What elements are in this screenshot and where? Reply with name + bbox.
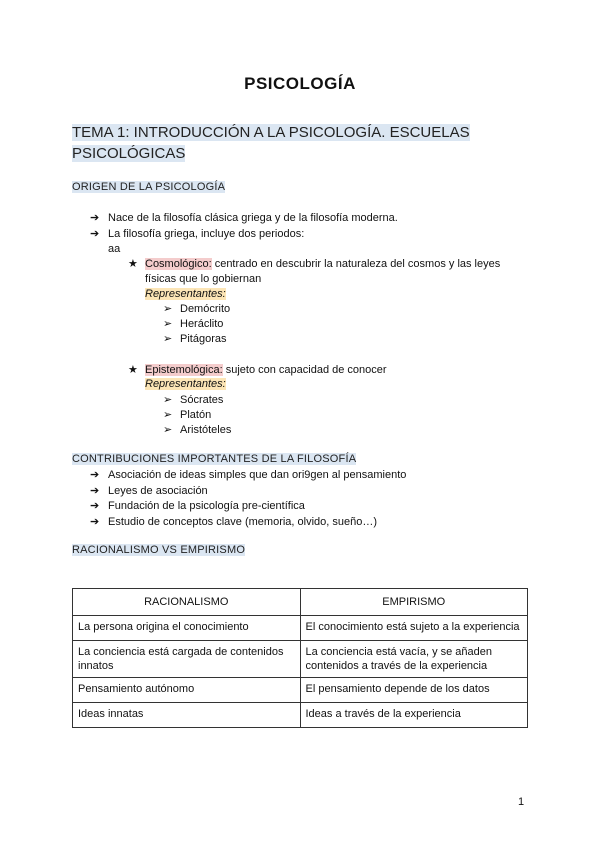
arrow-icon: ➔ xyxy=(90,469,100,481)
star-icon: ★ xyxy=(128,364,138,376)
arrow-icon: ➔ xyxy=(90,228,100,240)
representante: Sócrates xyxy=(180,394,224,406)
table-cell: La conciencia está cargada de contenidos innatos xyxy=(73,641,301,678)
arrowhead-icon: ➢ xyxy=(163,303,173,315)
epistemologico-line: Epistemológica: sujeto con capacidad de conocer xyxy=(145,364,387,376)
representante: Heráclito xyxy=(180,318,224,330)
representante: Aristóteles xyxy=(180,424,232,436)
column-header: RACIONALISMO xyxy=(73,589,301,616)
table-cell: Ideas innatas xyxy=(73,703,301,728)
star-icon: ★ xyxy=(128,258,138,270)
column-header: EMPIRISMO xyxy=(300,589,528,616)
table-cell: Ideas a través de la experiencia xyxy=(300,703,528,728)
list-item-extra: aa xyxy=(108,243,121,255)
table-cell: El conocimiento está sujeto a la experiencia xyxy=(300,616,528,641)
arrowhead-icon: ➢ xyxy=(163,333,173,345)
table-header-row xyxy=(73,589,528,616)
list-item: Nace de la filosofía clásica griega y de la filosofía moderna. xyxy=(108,212,398,224)
arrow-icon: ➔ xyxy=(90,485,100,497)
arrowhead-icon: ➢ xyxy=(163,409,173,421)
representante: Pitágoras xyxy=(180,333,227,345)
arrow-icon: ➔ xyxy=(90,500,100,512)
table-cell: La conciencia está vacía, y se añaden contenidos a través de la experiencia xyxy=(300,641,528,678)
arrowhead-icon: ➢ xyxy=(163,318,173,330)
arrowhead-icon: ➢ xyxy=(163,424,173,436)
table-cell: Pensamiento autónomo xyxy=(73,678,301,703)
representantes-label: Representantes: xyxy=(145,378,226,390)
section-title: TEMA 1: INTRODUCCIÓN A LA PSICOLOGÍA. ESCUELAS PSICOLÓGICAS xyxy=(72,124,470,162)
table-row xyxy=(73,641,528,678)
cosmologico-line: Cosmológico: centrado en descubrir la naturaleza del cosmos y las leyes xyxy=(145,258,501,270)
cosmologico-label: Cosmológico: xyxy=(145,258,212,270)
arrow-icon: ➔ xyxy=(90,212,100,224)
heading-racionalismo: RACIONALISMO VS EMPIRISMO xyxy=(72,544,246,556)
page-title: PSICOLOGÍA xyxy=(244,74,356,93)
heading-origen: ORIGEN DE LA PSICOLOGÍA xyxy=(72,181,226,193)
epistemologico-label: Epistemológica: xyxy=(145,364,223,376)
list-item: Leyes de asociación xyxy=(108,485,208,497)
arrow-icon: ➔ xyxy=(90,516,100,528)
comparison-table xyxy=(72,588,528,728)
representante: Platón xyxy=(180,409,212,421)
table-cell: El pensamiento depende de los datos xyxy=(300,678,528,703)
representantes-label: Representantes: xyxy=(145,288,226,300)
table-row xyxy=(73,703,528,728)
list-item: Estudio de conceptos clave (memoria, olvido, sueño…) xyxy=(108,516,378,528)
page-number: 1 xyxy=(518,796,525,808)
arrowhead-icon: ➢ xyxy=(163,394,173,406)
table-cell: La persona origina el conocimiento xyxy=(73,616,301,641)
list-item: Asociación de ideas simples que dan ori9gen al pensamiento xyxy=(108,469,407,481)
table-row xyxy=(73,616,528,641)
list-item: La filosofía griega, incluye dos periodos: xyxy=(108,228,305,240)
table-row xyxy=(73,678,528,703)
list-item: Fundación de la psicología pre-científica xyxy=(108,500,305,512)
heading-contribuciones: CONTRIBUCIONES IMPORTANTES DE LA FILOSOFÍA xyxy=(72,453,357,465)
cosmologico-line-2: físicas que lo gobiernan xyxy=(145,273,262,285)
representante: Demócrito xyxy=(180,303,231,315)
